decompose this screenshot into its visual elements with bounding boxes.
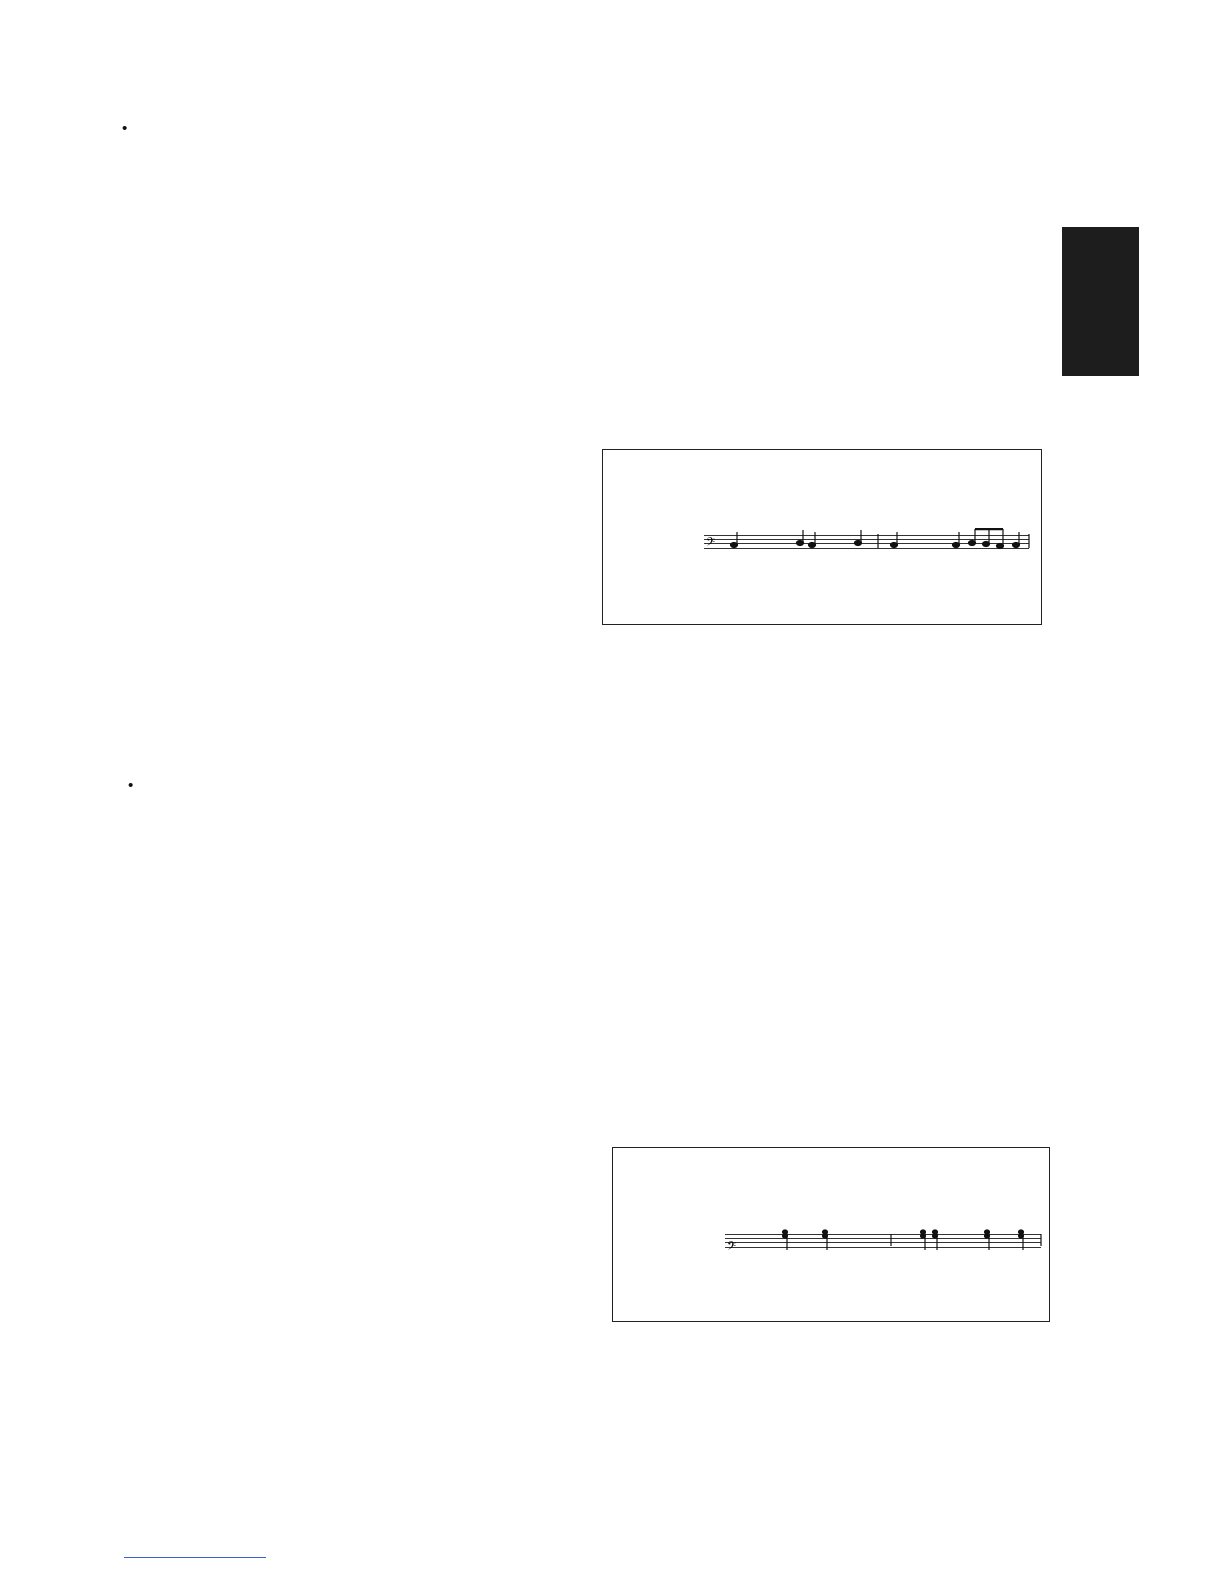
solo-panel (593, 108, 1035, 276)
bottom-rule (124, 1557, 266, 1558)
accomp-notation (725, 1222, 1045, 1256)
poly-tone-grid (255, 965, 976, 1059)
section4-body-lower (133, 1137, 571, 1147)
bass-example-box (602, 449, 1042, 625)
accomp-example-box (612, 1147, 1050, 1322)
section3-body (120, 119, 557, 141)
svg-text:𝄢: 𝄢 (706, 536, 716, 552)
poly-panel (172, 941, 980, 1116)
solo-tone-grid (669, 128, 1031, 260)
svg-text:𝄢: 𝄢 (727, 1240, 737, 1256)
language-tab (1062, 227, 1139, 376)
bass-notation (704, 528, 1034, 558)
